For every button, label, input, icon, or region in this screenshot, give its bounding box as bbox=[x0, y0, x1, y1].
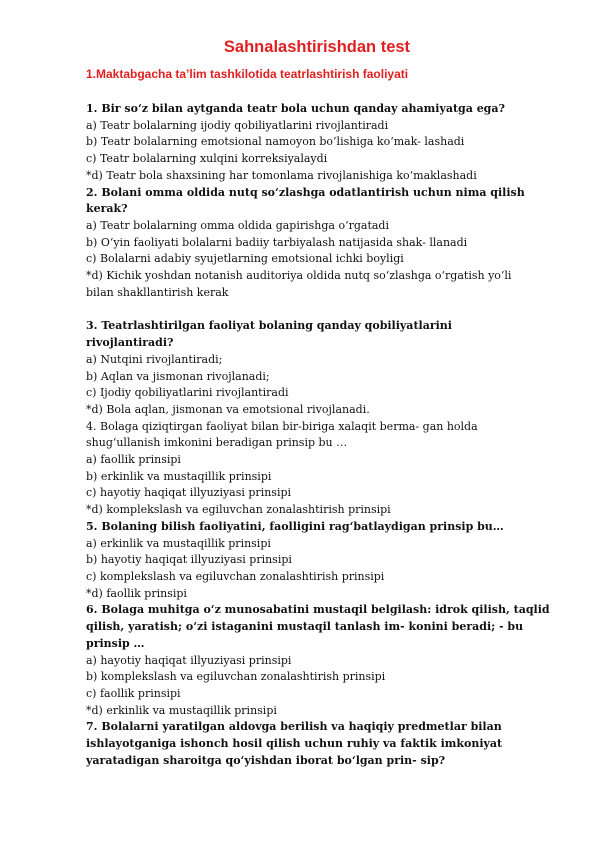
answer-option: a) Teatr bolalarning ijodiy qobiliyatlarini rivojlantiradi bbox=[86, 118, 389, 132]
answer-option: shug‘ullanish imkonini beradigan prinsip bu … bbox=[86, 436, 348, 450]
answer-option: bilan shakllantirish kerak bbox=[86, 285, 229, 299]
answer-option: c) komplekslash va egiluvchan zonalashtirish prinsipi bbox=[86, 569, 385, 583]
answer-option: c) Teatr bolalarning xulqini korreksiyalaydi bbox=[86, 152, 328, 166]
answer-option: 4. Bolaga qiziqtirgan faoliyat bilan bir-biriga xalaqit berma- gan holda bbox=[86, 419, 478, 433]
question-text: qilish, yaratish; o‘zi istaganini mustaqil tanlash im- konini beradi; - bu bbox=[86, 620, 524, 634]
answer-option: *d) Teatr bola shaxsining har tomonlama rivojlanishiga ko‘maklashadi bbox=[86, 168, 477, 182]
answer-option: c) hayotiy haqiqat illyuziyasi prinsipi bbox=[86, 486, 292, 500]
question-text: kerak? bbox=[86, 202, 128, 216]
answer-option: b) Aqlan va jismonan rivojlanadi; bbox=[86, 369, 270, 383]
answer-option: *d) faollik prinsipi bbox=[86, 586, 187, 600]
question-text: 5. Bolaning bilish faoliyatini, faolligini rag‘batlaydigan prinsip bu… bbox=[86, 519, 504, 533]
question-text: prinsip … bbox=[86, 636, 145, 650]
answer-option: b) erkinlik va mustaqillik prinsipi bbox=[86, 469, 272, 483]
answer-option: a) faollik prinsipi bbox=[86, 453, 181, 467]
answer-option: b) hayotiy haqiqat illyuziyasi prinsipi bbox=[86, 553, 292, 567]
answer-option: c) Ijodiy qobiliyatlarini rivojlantiradi bbox=[86, 386, 289, 400]
document-title: Sahnalashtirishdan test bbox=[223, 38, 411, 56]
question-text: rivojlantiradi? bbox=[86, 336, 174, 350]
question-text: 2. Bolani omma oldida nutq so‘zlashga odatlantirish uchun nima qilish bbox=[86, 185, 525, 199]
answer-option: c) faollik prinsipi bbox=[86, 686, 181, 700]
answer-option: *d) Bola aqlan, jismonan va emotsional rivojlanadi. bbox=[86, 402, 370, 416]
section-heading: 1.Maktabgacha ta’lim tashkilotida teatrlashtirish faoliyati bbox=[86, 67, 409, 81]
question-text: 7. Bolalarni yaratilgan aldovga berilish va haqiqiy predmetlar bilan bbox=[86, 720, 502, 734]
answer-option: b) O‘yin faoliyati bolalarni badiiy tarbiyalash natijasida shak- llanadi bbox=[86, 235, 468, 249]
answer-option: *d) komplekslash va egiluvchan zonalashtirish prinsipi bbox=[86, 503, 391, 517]
answer-option: a) Nutqini rivojlantiradi; bbox=[86, 352, 223, 366]
question-list bbox=[86, 101, 550, 769]
answer-option: *d) Kichik yoshdan notanish auditoriya oldida nutq so‘zlashga o‘rgatish yo‘li bbox=[86, 269, 512, 283]
answer-option: *d) erkinlik va mustaqillik prinsipi bbox=[86, 703, 277, 717]
question-text: 3. Teatrlashtirilgan faoliyat bolaning qanday qobiliyatlarini bbox=[86, 319, 452, 333]
answer-option: a) Teatr bolalarning omma oldida gapirishga o‘rgatadi bbox=[86, 218, 389, 232]
answer-option: b) Teatr bolalarning emotsional namoyon bo‘lishiga ko‘mak- lashadi bbox=[86, 135, 465, 149]
answer-option: b) komplekslash va egiluvchan zonalashtirish prinsipi bbox=[86, 670, 386, 684]
answer-option: a) hayotiy haqiqat illyuziyasi prinsipi bbox=[86, 653, 292, 667]
question-text: yaratadigan sharoitga qo‘yishdan iborat bo‘lgan prin- sip? bbox=[86, 753, 446, 767]
question-text: ishlayotganiga ishonch hosil qilish uchun ruhiy va faktik imkoniyat bbox=[86, 737, 503, 751]
question-text: 6. Bolaga muhitga o‘z munosabatini mustaqil belgilash: idrok qilish, taqlid bbox=[86, 603, 550, 617]
blank-line bbox=[86, 301, 536, 318]
answer-option: a) erkinlik va mustaqillik prinsipi bbox=[86, 536, 271, 550]
answer-option: c) Bolalarni adabiy syujetlarning emotsional ichki boyligi bbox=[86, 252, 404, 266]
question-text: 1. Bir so‘z bilan aytganda teatr bola uchun qanday ahamiyatga ega? bbox=[86, 102, 505, 115]
